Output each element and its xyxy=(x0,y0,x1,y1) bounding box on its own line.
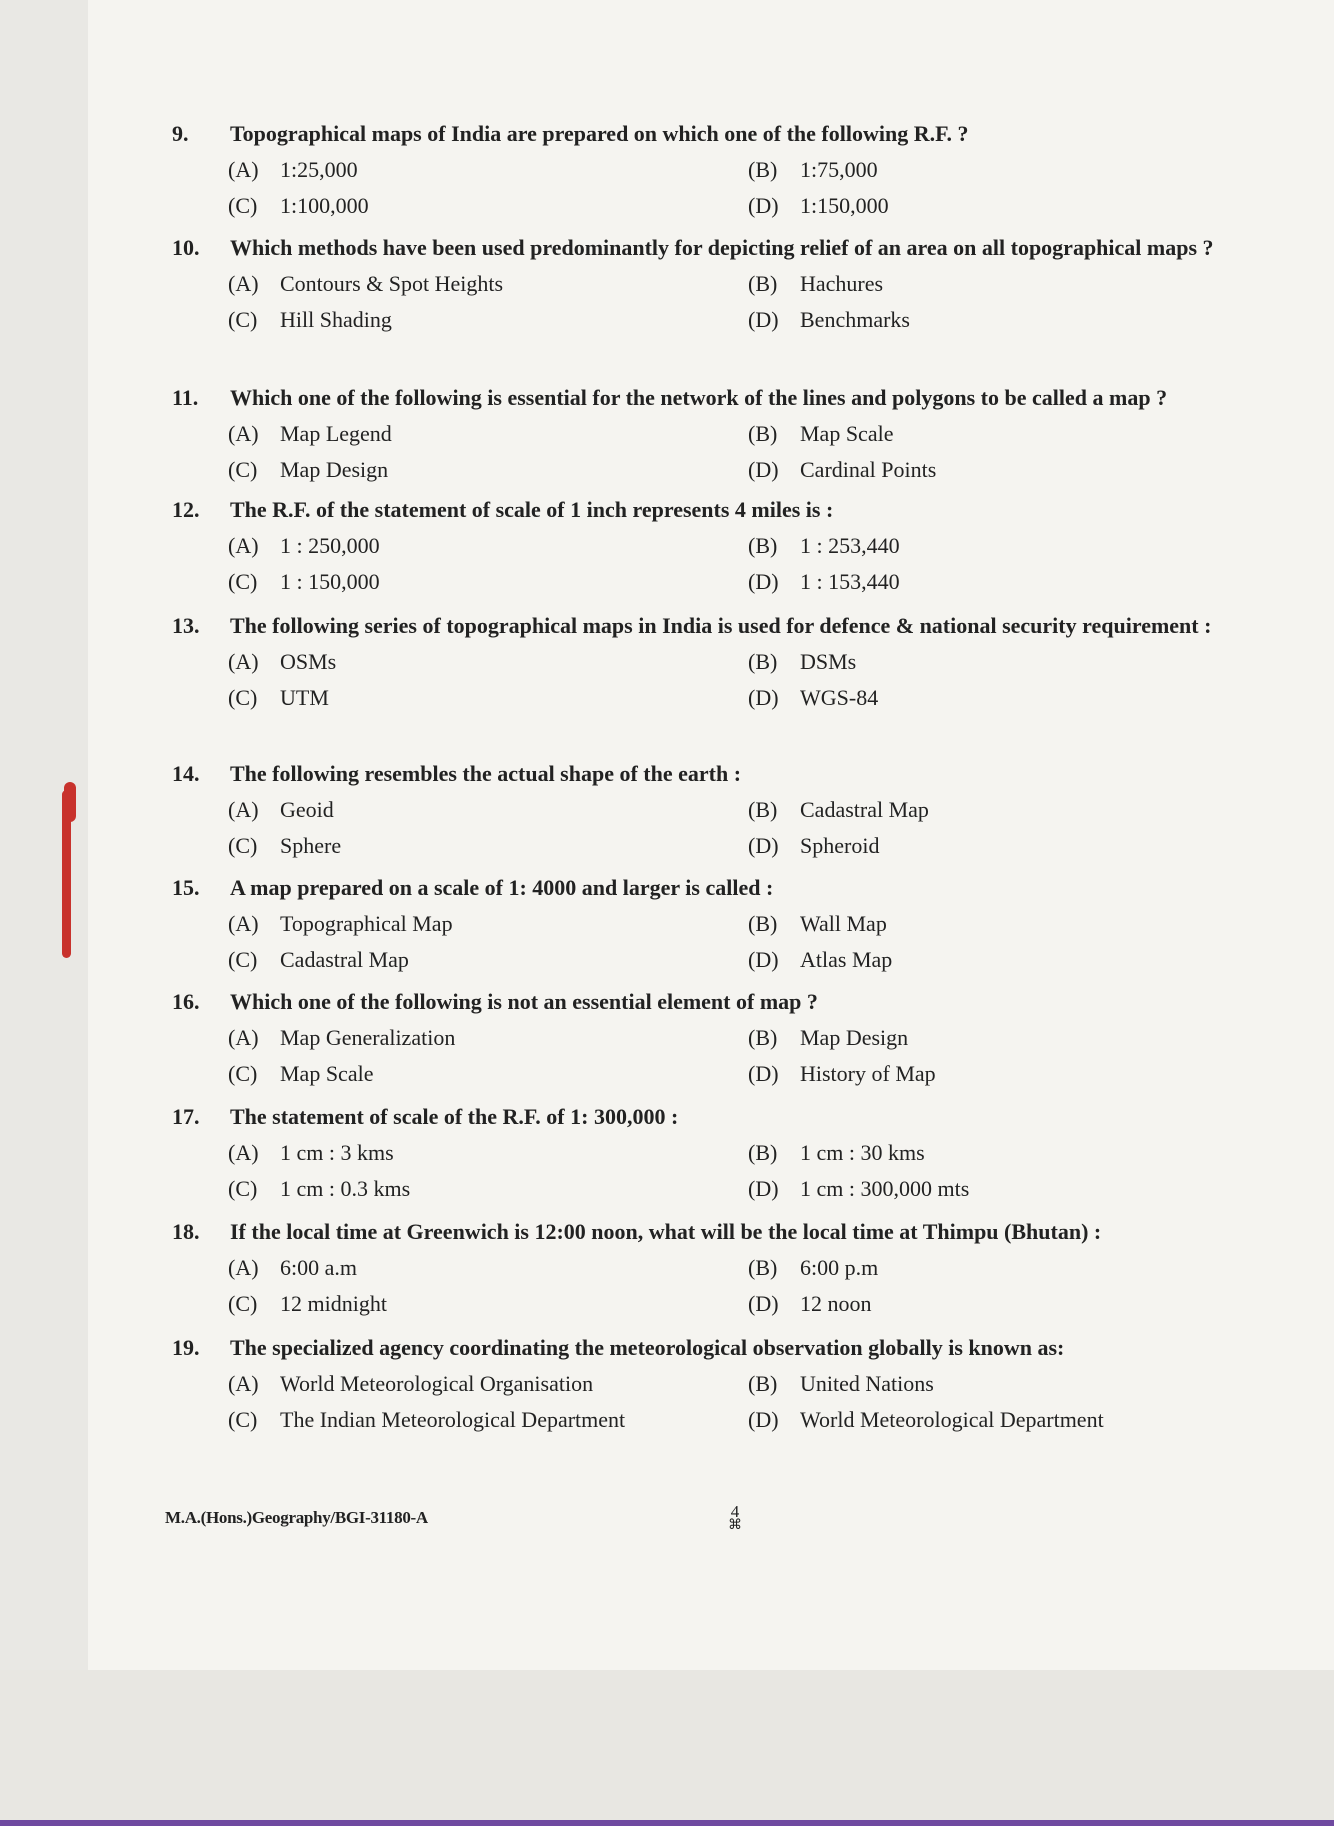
option-text: 12 noon xyxy=(800,1291,872,1316)
page-number xyxy=(728,1502,742,1533)
option-letter: (B) xyxy=(748,533,778,558)
option-text: Map Scale xyxy=(280,1061,374,1086)
question-number: 16. xyxy=(172,989,200,1014)
option-text: 1:75,000 xyxy=(800,157,878,182)
option-c xyxy=(228,306,748,334)
option-letter: (D) xyxy=(748,1176,779,1201)
question-number: 19. xyxy=(172,1335,200,1360)
question-text: If the local time at Greenwich is 12:00 noon, what will be the local time at Thimpu (Bhutan) : xyxy=(230,1219,1102,1244)
question-number: 10. xyxy=(172,235,200,260)
question-number: 12. xyxy=(172,497,200,522)
option-d xyxy=(748,1290,1208,1318)
question-13 xyxy=(172,612,1330,712)
option-b xyxy=(748,1024,1208,1052)
question-16 xyxy=(172,988,1330,1088)
option-text: The Indian Meteorological Department xyxy=(280,1407,626,1432)
option-c xyxy=(228,456,748,484)
red-ink-mark xyxy=(62,790,71,958)
option-a xyxy=(228,1024,748,1052)
question-12 xyxy=(172,496,1330,596)
question-15 xyxy=(172,874,1330,974)
options-grid xyxy=(228,910,1330,974)
option-a xyxy=(228,156,748,184)
question-stem xyxy=(172,120,1330,148)
option-text: 1 : 153,440 xyxy=(800,569,900,594)
option-letter: (B) xyxy=(748,421,778,446)
option-letter: (A) xyxy=(228,1025,259,1050)
scan-left-margin xyxy=(0,0,90,1826)
option-a xyxy=(228,1254,748,1282)
question-stem xyxy=(172,1103,1330,1131)
question-stem xyxy=(172,760,1330,788)
option-c xyxy=(228,1406,748,1434)
option-letter: (A) xyxy=(228,1255,259,1280)
option-text: History of Map xyxy=(800,1061,936,1086)
option-text: 1 cm : 3 kms xyxy=(280,1140,394,1165)
question-14 xyxy=(172,760,1330,860)
option-a xyxy=(228,910,748,938)
option-a xyxy=(228,648,748,676)
question-number: 15. xyxy=(172,875,200,900)
option-text: Contours & Spot Heights xyxy=(280,271,504,296)
option-letter: (A) xyxy=(228,1371,259,1396)
option-letter: (B) xyxy=(748,911,778,936)
option-d xyxy=(748,684,1208,712)
option-letter: (C) xyxy=(228,833,258,858)
question-text: Which one of the following is essential for the network of the lines and polygons to be called a map ? xyxy=(230,385,1168,410)
option-text: Hill Shading xyxy=(280,307,392,332)
option-letter: (D) xyxy=(748,457,779,482)
option-letter: (C) xyxy=(228,457,258,482)
option-text: Cadastral Map xyxy=(800,797,929,822)
option-b xyxy=(748,420,1208,448)
question-text: The R.F. of the statement of scale of 1 inch represents 4 miles is : xyxy=(230,497,834,522)
option-text: Map Design xyxy=(280,457,389,482)
option-d xyxy=(748,192,1208,220)
option-c xyxy=(228,832,748,860)
option-b xyxy=(748,532,1208,560)
option-text: Benchmarks xyxy=(800,307,910,332)
option-d xyxy=(748,1060,1208,1088)
option-b xyxy=(748,270,1208,298)
option-letter: (C) xyxy=(228,1407,258,1432)
question-stem xyxy=(172,496,1330,524)
option-letter: (D) xyxy=(748,833,779,858)
option-d xyxy=(748,946,1208,974)
option-letter: (C) xyxy=(228,1291,258,1316)
option-letter: (C) xyxy=(228,193,258,218)
option-letter: (C) xyxy=(228,307,258,332)
option-letter: (C) xyxy=(228,569,258,594)
question-stem xyxy=(172,874,1330,902)
option-text: 1 : 253,440 xyxy=(800,533,900,558)
option-letter: (A) xyxy=(228,1140,259,1165)
option-b xyxy=(748,1370,1208,1398)
page-number-value: 4 xyxy=(730,1502,740,1521)
option-letter: (A) xyxy=(228,421,259,446)
option-text: Sphere xyxy=(280,833,342,858)
option-text: WGS-84 xyxy=(800,685,879,710)
option-text: Topographical Map xyxy=(280,911,453,936)
question-text: Which one of the following is not an essential element of map ? xyxy=(230,989,818,1014)
option-text: Atlas Map xyxy=(800,947,893,972)
option-a xyxy=(228,270,748,298)
option-letter: (A) xyxy=(228,911,259,936)
option-text: DSMs xyxy=(800,649,857,674)
options-grid xyxy=(228,156,1330,220)
option-text: 1:25,000 xyxy=(280,157,358,182)
option-text: Map Generalization xyxy=(280,1025,456,1050)
option-d xyxy=(748,1406,1208,1434)
question-number: 9. xyxy=(172,121,189,146)
options-grid xyxy=(228,1139,1330,1203)
option-b xyxy=(748,648,1208,676)
option-text: Wall Map xyxy=(800,911,887,936)
option-c xyxy=(228,568,748,596)
question-number: 18. xyxy=(172,1219,200,1244)
option-letter: (B) xyxy=(748,797,778,822)
option-letter: (A) xyxy=(228,271,259,296)
question-10 xyxy=(172,234,1330,334)
option-letter: (B) xyxy=(748,1140,778,1165)
option-text: 1 cm : 300,000 mts xyxy=(800,1176,970,1201)
option-letter: (D) xyxy=(748,1061,779,1086)
question-stem xyxy=(172,384,1330,412)
option-text: Spheroid xyxy=(800,833,880,858)
option-a xyxy=(228,532,748,560)
option-b xyxy=(748,156,1208,184)
option-text: World Meteorological Department xyxy=(800,1407,1104,1432)
option-letter: (A) xyxy=(228,533,259,558)
option-c xyxy=(228,684,748,712)
option-letter: (C) xyxy=(228,685,258,710)
option-letter: (D) xyxy=(748,947,779,972)
option-b xyxy=(748,1139,1208,1167)
option-text: 1 : 150,000 xyxy=(280,569,380,594)
paper-code: M.A.(Hons.)Geography/BGI-31180-A xyxy=(165,1508,428,1527)
question-number: 14. xyxy=(172,761,200,786)
options-grid xyxy=(228,420,1330,484)
option-text: United Nations xyxy=(800,1371,934,1396)
option-letter: (C) xyxy=(228,947,258,972)
option-b xyxy=(748,910,1208,938)
question-text: The following series of topographical maps in India is used for defence & national security requirement : xyxy=(230,613,1212,638)
question-stem xyxy=(172,234,1330,262)
question-stem xyxy=(172,1334,1330,1362)
option-c xyxy=(228,946,748,974)
options-grid xyxy=(228,796,1330,860)
options-grid xyxy=(228,1024,1330,1088)
option-letter: (B) xyxy=(748,157,778,182)
option-text: Cadastral Map xyxy=(280,947,409,972)
options-grid xyxy=(228,648,1330,712)
question-text: The following resembles the actual shape of the earth : xyxy=(230,761,742,786)
options-grid xyxy=(228,270,1330,334)
option-letter: (B) xyxy=(748,649,778,674)
question-11 xyxy=(172,384,1330,484)
option-text: Map Design xyxy=(800,1025,909,1050)
option-d xyxy=(748,456,1208,484)
option-text: UTM xyxy=(280,685,329,710)
option-text: 6:00 p.m xyxy=(800,1255,879,1280)
option-d xyxy=(748,1175,1208,1203)
option-text: World Meteorological Organisation xyxy=(280,1371,594,1396)
question-text: A map prepared on a scale of 1: 4000 and larger is called : xyxy=(230,875,774,900)
question-text: The specialized agency coordinating the meteorological observation globally is known as: xyxy=(230,1335,1065,1360)
options-grid xyxy=(228,532,1330,596)
option-text: 12 midnight xyxy=(280,1291,387,1316)
option-text: Cardinal Points xyxy=(800,457,937,482)
question-text: The statement of scale of the R.F. of 1: 300,000 : xyxy=(230,1104,679,1129)
option-a xyxy=(228,1370,748,1398)
question-18 xyxy=(172,1218,1330,1318)
option-d xyxy=(748,568,1208,596)
option-letter: (B) xyxy=(748,1025,778,1050)
option-text: 1:100,000 xyxy=(280,193,369,218)
option-c xyxy=(228,192,748,220)
question-stem xyxy=(172,988,1330,1016)
option-letter: (D) xyxy=(748,685,779,710)
options-grid xyxy=(228,1370,1330,1434)
option-b xyxy=(748,796,1208,824)
option-d xyxy=(748,832,1208,860)
option-letter: (D) xyxy=(748,1407,779,1432)
option-text: Hachures xyxy=(800,271,884,296)
option-text: 1 : 250,000 xyxy=(280,533,380,558)
page-mark-icon: ⌘ xyxy=(728,1518,742,1533)
question-number: 13. xyxy=(172,613,200,638)
question-text: Which methods have been used predominantly for depicting relief of an area on all topographical maps ? xyxy=(230,235,1214,260)
question-stem xyxy=(172,1218,1330,1246)
option-text: 6:00 a.m xyxy=(280,1255,357,1280)
question-number: 11. xyxy=(172,385,199,410)
option-d xyxy=(748,306,1208,334)
option-letter: (B) xyxy=(748,1371,778,1396)
options-grid xyxy=(228,1254,1330,1318)
option-a xyxy=(228,420,748,448)
option-text: 1:150,000 xyxy=(800,193,889,218)
option-letter: (D) xyxy=(748,193,779,218)
question-9 xyxy=(172,120,1330,220)
option-text: 1 cm : 0.3 kms xyxy=(280,1176,411,1201)
option-letter: (B) xyxy=(748,1255,778,1280)
option-letter: (C) xyxy=(228,1176,258,1201)
option-text: Map Scale xyxy=(800,421,894,446)
option-text: Map Legend xyxy=(280,421,392,446)
option-letter: (A) xyxy=(228,649,259,674)
option-a xyxy=(228,796,748,824)
option-letter: (C) xyxy=(228,1061,258,1086)
option-letter: (A) xyxy=(228,157,259,182)
scan-edge-line xyxy=(0,1820,1334,1826)
question-19 xyxy=(172,1334,1330,1434)
question-text: Topographical maps of India are prepared on which one of the following R.F. ? xyxy=(230,121,969,146)
option-letter: (D) xyxy=(748,307,779,332)
option-letter: (D) xyxy=(748,1291,779,1316)
question-stem xyxy=(172,612,1330,640)
question-number: 17. xyxy=(172,1104,200,1129)
option-a xyxy=(228,1139,748,1167)
option-text: Geoid xyxy=(280,797,334,822)
option-letter: (D) xyxy=(748,569,779,594)
question-17 xyxy=(172,1103,1330,1203)
option-text: OSMs xyxy=(280,649,337,674)
option-c xyxy=(228,1175,748,1203)
option-letter: (A) xyxy=(228,797,259,822)
scan-bottom-margin xyxy=(0,1670,1334,1826)
option-b xyxy=(748,1254,1208,1282)
option-letter: (B) xyxy=(748,271,778,296)
option-c xyxy=(228,1060,748,1088)
option-text: 1 cm : 30 kms xyxy=(800,1140,925,1165)
option-c xyxy=(228,1290,748,1318)
